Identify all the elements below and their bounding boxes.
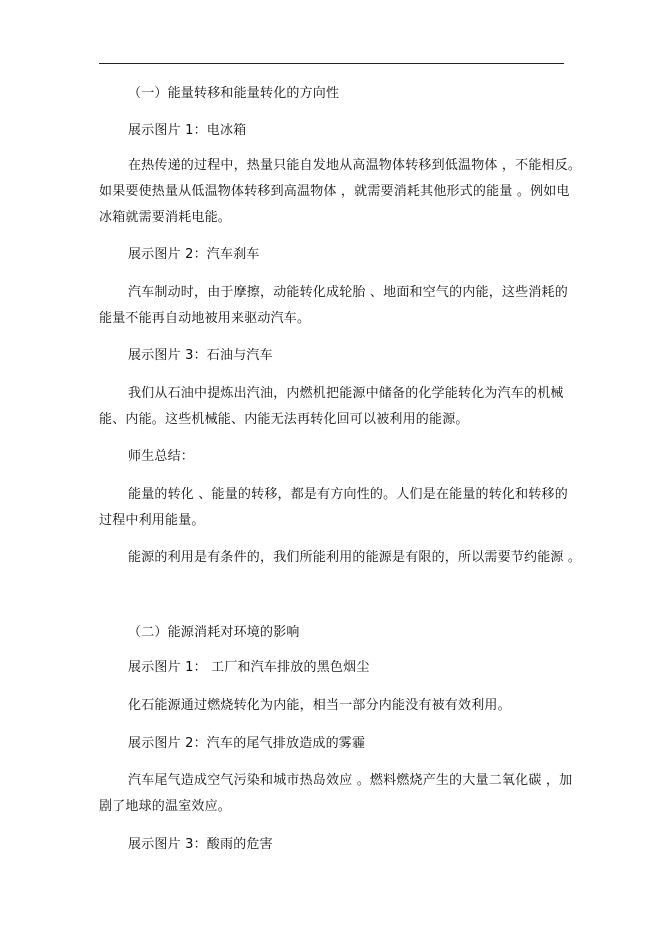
section1-para-3-line-1: 我们从石油中提炼出汽油，内燃机把能源中储备的化学能转化为汽车的机械: [128, 386, 564, 401]
section2-para-2-line-1: 汽车尾气造成空气污染和城市热岛效应 。燃料燃烧产生的大量二氧化碳 ，加: [128, 773, 573, 788]
section1-summary-line-2: 过程中利用能量。: [99, 513, 205, 528]
section1-heading: （一）能量转移和能量转化的方向性: [128, 86, 340, 101]
section2-caption-2: 展示图片 2：汽车的尾气排放造成的雾霾: [128, 736, 366, 751]
section1-closing-line: 能源的利用是有条件的，我们所能利用的能源是有限的，所以需要节约能源 。: [128, 550, 582, 565]
section1-caption-3: 展示图片 3：石油与汽车: [128, 348, 273, 363]
section2-para-1-line-1: 化石能源通过燃烧转化为内能，相当一部分内能没有被有效利用。: [128, 698, 511, 713]
section1-para-1-line-3: 冰箱就需要消耗电能。: [99, 210, 232, 225]
section1-summary-line-1: 能量的转化 、能量的转移，都是有方向性的。人们是在能量的转化和转移的: [128, 487, 568, 502]
section1-summary-label: 师生总结：: [128, 449, 195, 464]
section1-para-1-line-2: 如果要使热量从低温物体转移到高温物体 ，就需要消耗其他形式的能量 。例如电: [99, 184, 570, 199]
section1-para-2-line-2: 能量不能再自动地被用来驱动汽车。: [99, 311, 311, 326]
header-rule: [99, 63, 564, 64]
section2-caption-3: 展示图片 3：酸雨的危害: [128, 837, 273, 852]
section1-caption-2: 展示图片 2：汽车刹车: [128, 247, 260, 262]
section1-para-1-line-1: 在热传递的过程中，热量只能自发地从高温物体转移到低温物体 ，不能相反。: [128, 158, 582, 173]
section1-caption-1: 展示图片 1：电冰箱: [128, 123, 247, 138]
section2-heading: （二）能源消耗对环境的影响: [128, 625, 300, 640]
section1-para-2-line-1: 汽车制动时，由于摩擦，动能转化成轮胎 、地面和空气的内能，这些消耗的: [128, 285, 568, 300]
section1-para-3-line-2: 能、内能。这些机械能、内能无法再转化回可以被利用的能源。: [99, 412, 469, 427]
section2-caption-1: 展示图片 1： 工厂和汽车排放的黑色烟尘: [128, 660, 370, 675]
section2-para-2-line-2: 剧了地球的温室效应。: [99, 799, 232, 814]
